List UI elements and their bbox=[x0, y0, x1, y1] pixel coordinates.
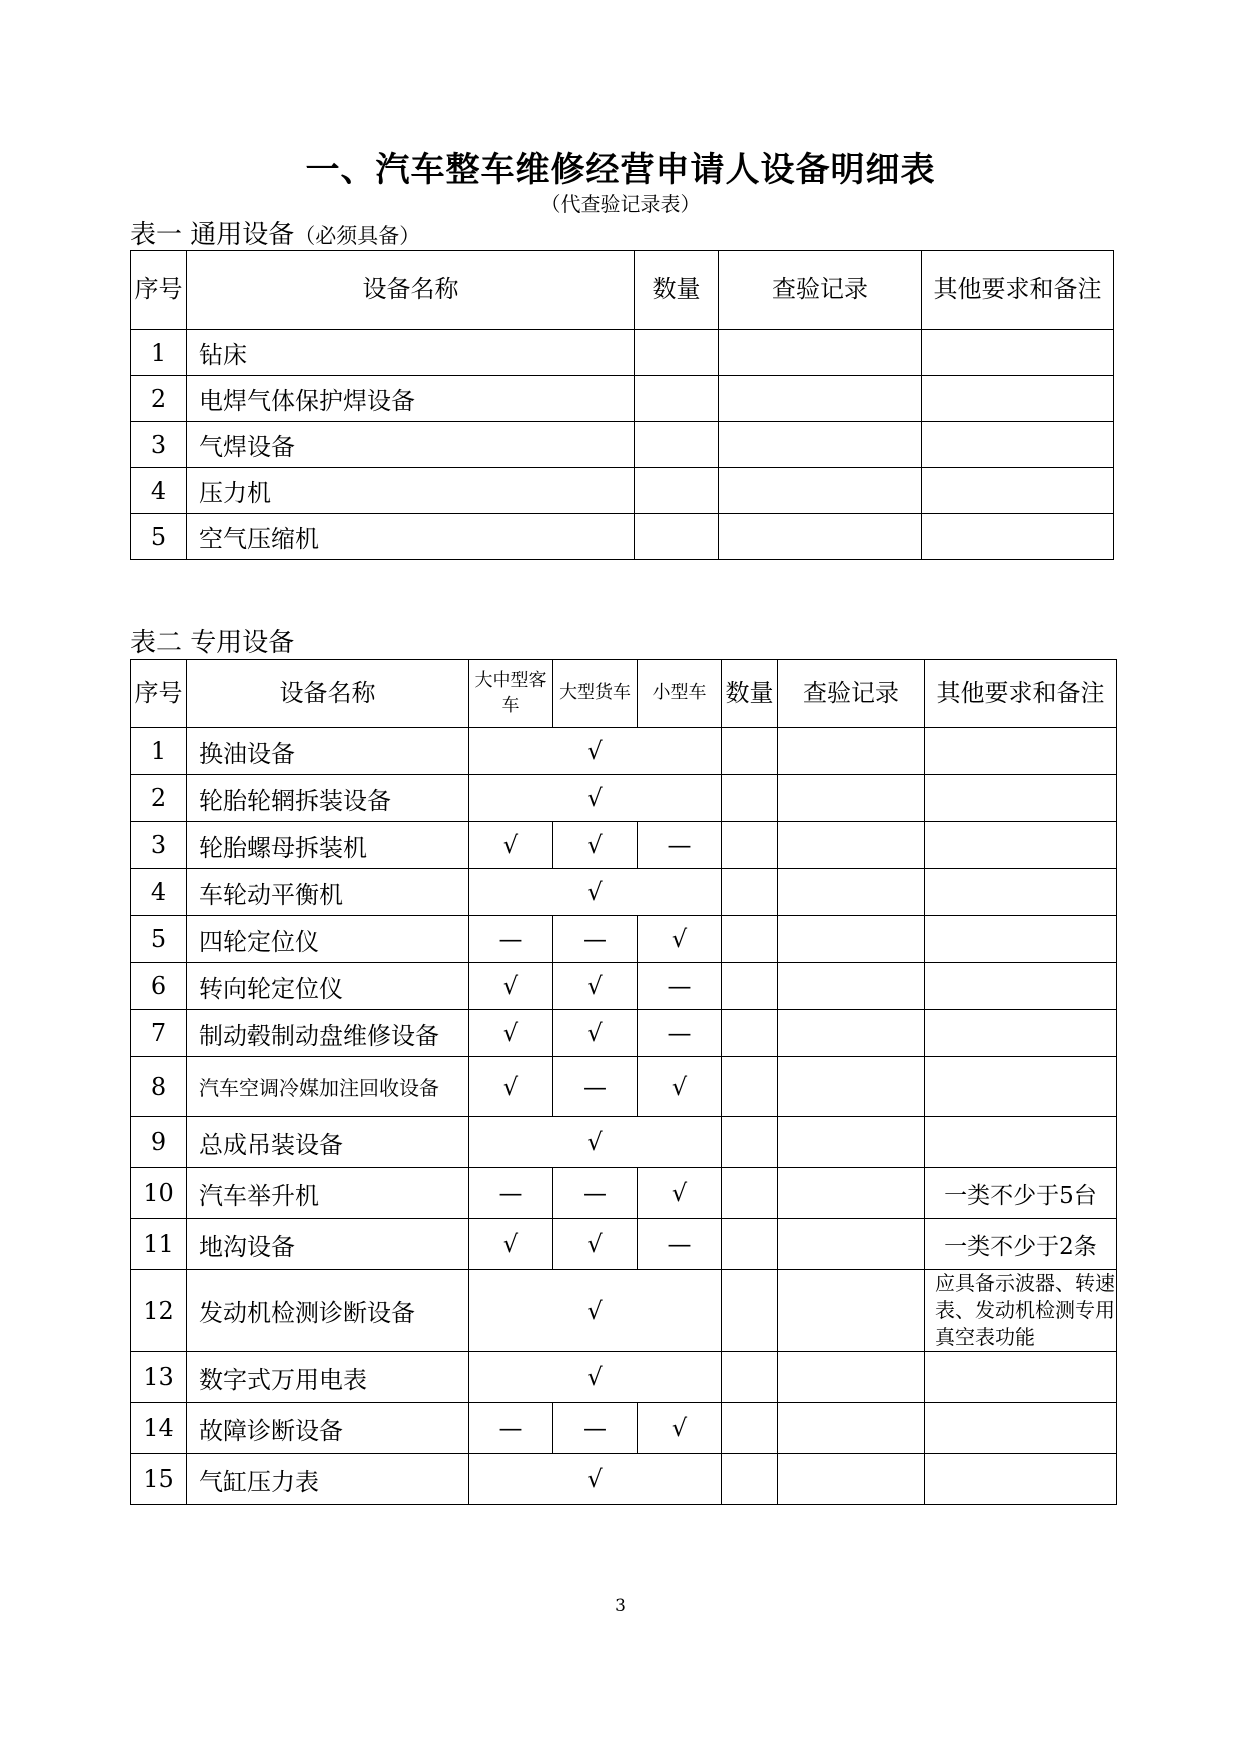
general-equipment-table bbox=[130, 250, 1114, 560]
table-row bbox=[131, 1403, 1117, 1454]
row-equipment-name: 钻床 bbox=[187, 330, 635, 376]
row-seq: 8 bbox=[131, 1057, 187, 1117]
row-equipment-name: 车轮动平衡机 bbox=[187, 869, 469, 916]
row-quantity-cell bbox=[722, 1270, 778, 1352]
small-vehicle-mark: — bbox=[638, 1219, 722, 1270]
row-remarks bbox=[925, 1057, 1117, 1117]
row-quantity-cell bbox=[635, 330, 719, 376]
row-quantity-cell bbox=[722, 1352, 778, 1403]
row-equipment-name: 四轮定位仪 bbox=[187, 916, 469, 963]
all-vehicle-types-mark: √ bbox=[469, 1454, 722, 1505]
truck-mark: √ bbox=[553, 822, 638, 869]
row-remarks-cell bbox=[922, 468, 1114, 514]
row-seq: 4 bbox=[131, 869, 187, 916]
truck-mark: — bbox=[553, 1057, 638, 1117]
table-row bbox=[131, 1117, 1117, 1168]
row-equipment-name: 汽车空调冷媒加注回收设备 bbox=[187, 1057, 469, 1117]
header-small-vehicle: 小型车 bbox=[638, 660, 722, 728]
small-vehicle-mark: — bbox=[638, 963, 722, 1010]
row-seq: 5 bbox=[131, 916, 187, 963]
row-equipment-name: 气焊设备 bbox=[187, 422, 635, 468]
table-row bbox=[131, 1010, 1117, 1057]
row-remarks-cell bbox=[922, 330, 1114, 376]
header-seq: 序号 bbox=[131, 251, 187, 330]
header-quantity: 数量 bbox=[635, 251, 719, 330]
row-quantity-cell bbox=[722, 775, 778, 822]
row-remarks-cell bbox=[922, 514, 1114, 560]
row-check-record-cell bbox=[778, 1352, 925, 1403]
row-check-record-cell bbox=[778, 1403, 925, 1454]
row-remarks bbox=[925, 775, 1117, 822]
table-row bbox=[131, 330, 1114, 376]
row-equipment-name: 数字式万用电表 bbox=[187, 1352, 469, 1403]
truck-mark: — bbox=[553, 1403, 638, 1454]
bus-mark: √ bbox=[469, 822, 553, 869]
row-remarks bbox=[925, 1352, 1117, 1403]
row-remarks bbox=[925, 1117, 1117, 1168]
table-row bbox=[131, 1219, 1117, 1270]
row-equipment-name: 空气压缩机 bbox=[187, 514, 635, 560]
row-quantity-cell bbox=[722, 822, 778, 869]
row-seq: 10 bbox=[131, 1168, 187, 1219]
row-quantity-cell bbox=[722, 1010, 778, 1057]
row-check-record-cell bbox=[778, 822, 925, 869]
truck-mark: √ bbox=[553, 1219, 638, 1270]
table-row bbox=[131, 514, 1114, 560]
row-remarks bbox=[925, 963, 1117, 1010]
row-equipment-name: 汽车举升机 bbox=[187, 1168, 469, 1219]
table-row bbox=[131, 775, 1117, 822]
row-check-record-cell bbox=[719, 330, 922, 376]
row-remarks: 应具备示波器、转速表、发动机检测专用真空表功能 bbox=[925, 1270, 1117, 1352]
row-quantity-cell bbox=[722, 869, 778, 916]
row-quantity-cell bbox=[635, 376, 719, 422]
header-check-record: 查验记录 bbox=[719, 251, 922, 330]
row-check-record-cell bbox=[778, 1168, 925, 1219]
truck-mark: — bbox=[553, 916, 638, 963]
row-check-record-cell bbox=[778, 1270, 925, 1352]
row-seq: 9 bbox=[131, 1117, 187, 1168]
table-row bbox=[131, 1168, 1117, 1219]
row-seq: 3 bbox=[131, 822, 187, 869]
row-seq: 5 bbox=[131, 514, 187, 560]
bus-mark: √ bbox=[469, 1219, 553, 1270]
table-row bbox=[131, 1352, 1117, 1403]
bus-mark: √ bbox=[469, 963, 553, 1010]
bus-mark: — bbox=[469, 916, 553, 963]
row-quantity-cell bbox=[722, 1454, 778, 1505]
table-row bbox=[131, 963, 1117, 1010]
row-check-record-cell bbox=[778, 728, 925, 775]
all-vehicle-types-mark: √ bbox=[469, 869, 722, 916]
table1-heading-text: 表一 通用设备 bbox=[130, 220, 295, 250]
row-quantity-cell bbox=[635, 468, 719, 514]
truck-mark: √ bbox=[553, 963, 638, 1010]
header-quantity: 数量 bbox=[722, 660, 778, 728]
header-large-truck: 大型货车 bbox=[553, 660, 638, 728]
special-equipment-table bbox=[130, 659, 1117, 1505]
header-remarks: 其他要求和备注 bbox=[925, 660, 1117, 728]
row-equipment-name: 电焊气体保护焊设备 bbox=[187, 376, 635, 422]
small-vehicle-mark: — bbox=[638, 822, 722, 869]
row-quantity-cell bbox=[722, 1403, 778, 1454]
row-check-record-cell bbox=[778, 1454, 925, 1505]
row-equipment-name: 总成吊装设备 bbox=[187, 1117, 469, 1168]
table2-header-row bbox=[131, 660, 1117, 728]
row-remarks bbox=[925, 916, 1117, 963]
small-vehicle-mark: √ bbox=[638, 916, 722, 963]
table-row bbox=[131, 1270, 1117, 1352]
row-remarks bbox=[925, 869, 1117, 916]
table-row bbox=[131, 822, 1117, 869]
row-remarks-cell bbox=[922, 376, 1114, 422]
row-equipment-name: 轮胎轮辋拆装设备 bbox=[187, 775, 469, 822]
row-quantity-cell bbox=[635, 422, 719, 468]
row-check-record-cell bbox=[719, 468, 922, 514]
all-vehicle-types-mark: √ bbox=[469, 1270, 722, 1352]
truck-mark: √ bbox=[553, 1010, 638, 1057]
table-row bbox=[131, 728, 1117, 775]
row-quantity-cell bbox=[722, 1168, 778, 1219]
row-equipment-name: 气缸压力表 bbox=[187, 1454, 469, 1505]
table-row bbox=[131, 1057, 1117, 1117]
bus-mark: √ bbox=[469, 1010, 553, 1057]
row-check-record-cell bbox=[778, 963, 925, 1010]
table-row bbox=[131, 468, 1114, 514]
bus-mark: — bbox=[469, 1168, 553, 1219]
row-check-record-cell bbox=[778, 1057, 925, 1117]
row-check-record-cell bbox=[778, 1219, 925, 1270]
table2-heading bbox=[130, 622, 294, 659]
header-equipment-name: 设备名称 bbox=[187, 251, 635, 330]
row-equipment-name: 地沟设备 bbox=[187, 1219, 469, 1270]
document-subtitle: （代查验记录表） bbox=[540, 192, 701, 216]
row-quantity-cell bbox=[635, 514, 719, 560]
row-remarks bbox=[925, 1010, 1117, 1057]
header-seq: 序号 bbox=[131, 660, 187, 728]
row-remarks bbox=[925, 1454, 1117, 1505]
small-vehicle-mark: — bbox=[638, 1010, 722, 1057]
row-remarks: 一类不少于2条 bbox=[925, 1219, 1117, 1270]
row-equipment-name: 发动机检测诊断设备 bbox=[187, 1270, 469, 1352]
row-equipment-name: 转向轮定位仪 bbox=[187, 963, 469, 1010]
row-quantity-cell bbox=[722, 1057, 778, 1117]
table-row bbox=[131, 869, 1117, 916]
row-seq: 11 bbox=[131, 1219, 187, 1270]
row-equipment-name: 换油设备 bbox=[187, 728, 469, 775]
row-seq: 7 bbox=[131, 1010, 187, 1057]
row-check-record-cell bbox=[719, 422, 922, 468]
table-row bbox=[131, 376, 1114, 422]
row-seq: 1 bbox=[131, 330, 187, 376]
row-remarks-cell bbox=[922, 422, 1114, 468]
row-equipment-name: 制动毂制动盘维修设备 bbox=[187, 1010, 469, 1057]
bus-mark: √ bbox=[469, 1057, 553, 1117]
header-equipment-name: 设备名称 bbox=[187, 660, 469, 728]
row-seq: 15 bbox=[131, 1454, 187, 1505]
document-title: 一、汽车整车维修经营申请人设备明细表 bbox=[305, 150, 936, 190]
row-check-record-cell bbox=[778, 1010, 925, 1057]
table2-heading-text: 表二 专用设备 bbox=[130, 628, 295, 658]
table-row bbox=[131, 422, 1114, 468]
page-number: 3 bbox=[615, 1596, 626, 1616]
row-seq: 12 bbox=[131, 1270, 187, 1352]
row-equipment-name: 压力机 bbox=[187, 468, 635, 514]
row-remarks bbox=[925, 822, 1117, 869]
row-seq: 14 bbox=[131, 1403, 187, 1454]
row-check-record-cell bbox=[778, 1117, 925, 1168]
row-seq: 4 bbox=[131, 468, 187, 514]
row-seq: 1 bbox=[131, 728, 187, 775]
row-remarks bbox=[925, 728, 1117, 775]
table1-header-row bbox=[131, 251, 1114, 330]
header-large-medium-bus: 大中型客车 bbox=[469, 660, 553, 728]
small-vehicle-mark: √ bbox=[638, 1168, 722, 1219]
table-row bbox=[131, 1454, 1117, 1505]
row-seq: 2 bbox=[131, 775, 187, 822]
row-check-record-cell bbox=[719, 376, 922, 422]
truck-mark: — bbox=[553, 1168, 638, 1219]
row-check-record-cell bbox=[719, 514, 922, 560]
row-quantity-cell bbox=[722, 1219, 778, 1270]
small-vehicle-mark: √ bbox=[638, 1403, 722, 1454]
all-vehicle-types-mark: √ bbox=[469, 728, 722, 775]
row-quantity-cell bbox=[722, 963, 778, 1010]
all-vehicle-types-mark: √ bbox=[469, 775, 722, 822]
row-check-record-cell bbox=[778, 916, 925, 963]
row-seq: 13 bbox=[131, 1352, 187, 1403]
row-equipment-name: 轮胎螺母拆装机 bbox=[187, 822, 469, 869]
all-vehicle-types-mark: √ bbox=[469, 1352, 722, 1403]
table1-heading-note: （必须具备） bbox=[294, 224, 421, 248]
row-seq: 6 bbox=[131, 963, 187, 1010]
row-quantity-cell bbox=[722, 728, 778, 775]
table-row bbox=[131, 916, 1117, 963]
row-equipment-name: 故障诊断设备 bbox=[187, 1403, 469, 1454]
header-check-record: 查验记录 bbox=[778, 660, 925, 728]
row-seq: 2 bbox=[131, 376, 187, 422]
row-quantity-cell bbox=[722, 1117, 778, 1168]
all-vehicle-types-mark: √ bbox=[469, 1117, 722, 1168]
bus-mark: — bbox=[469, 1403, 553, 1454]
row-remarks: 一类不少于5台 bbox=[925, 1168, 1117, 1219]
row-remarks bbox=[925, 1403, 1117, 1454]
row-quantity-cell bbox=[722, 916, 778, 963]
row-seq: 3 bbox=[131, 422, 187, 468]
header-remarks: 其他要求和备注 bbox=[922, 251, 1114, 330]
small-vehicle-mark: √ bbox=[638, 1057, 722, 1117]
table1-heading bbox=[130, 214, 420, 251]
row-check-record-cell bbox=[778, 775, 925, 822]
row-check-record-cell bbox=[778, 869, 925, 916]
